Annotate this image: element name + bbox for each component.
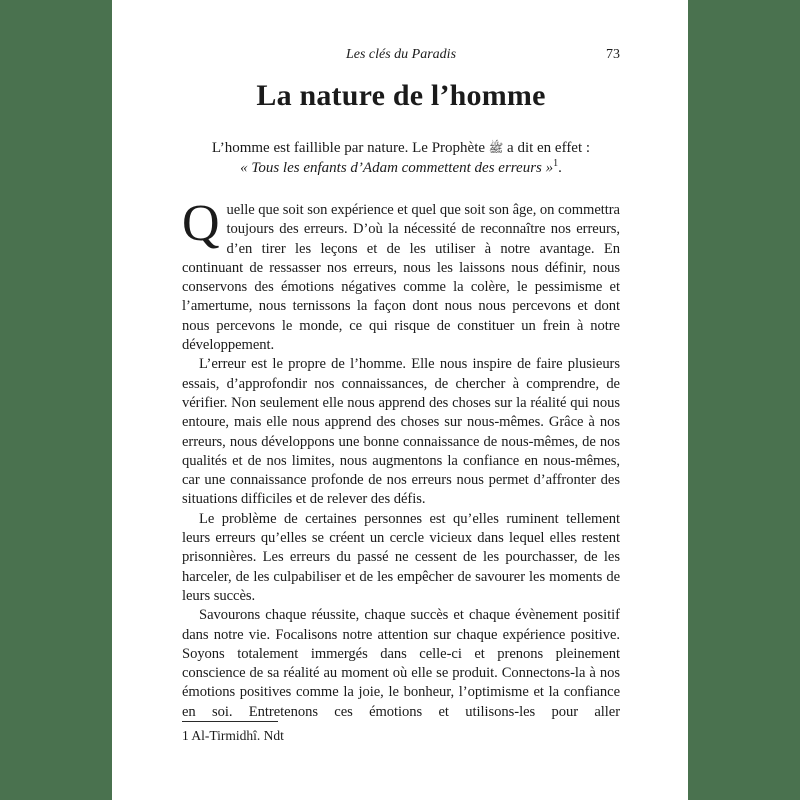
body-paragraph-1 [182,195,620,355]
page-header [182,46,620,64]
book-page [112,0,688,800]
page-number: 73 [606,47,620,62]
footnote-rule [182,721,278,722]
intro-hadith [182,138,620,178]
footnote-marker: 1 [182,728,189,743]
body-text [182,195,620,722]
hadith-quote: « Tous les enfants d’Adam commettent des erreurs » [240,160,554,176]
body-paragraph-4: Savourons chaque réussite, chaque succès et chaque évènement positif dans notre vie. Focalisons notre attention sur chaque expérience positive. Soyons totalement immergés dans celle-ci et prenons pleinement conscience de sa réalité au moment où elle se produit. Connectons-la à nos émotions positives comme la joie, le bonheur, l’optimisme et la confiance en soi. Entretenons ces émotions et utilisons-les pour aller [182,607,620,720]
footnote-text: Al-Tirmidhî. Ndt [191,728,284,743]
prophet-symbol: ﷺ [488,141,504,155]
footnote [182,721,284,744]
body-paragraph-2: L’erreur est le propre de l’homme. Elle nous inspire de faire plusieurs essais, d’approfondir nos connaissances, de chercher à comprendre, de vérifier. Non seulement elle nous apprend des choses sur la réalité qui nous entoure, mais elle nous apprend des choses sur nous-mêmes. Grâce à nos erreurs, nous développons une bonne connaissance de nous-mêmes, de nos qualités et de nos limites, nous augmentons la confiance en nous-mêmes, car une connaissance profonde de nos erreurs nous permet d’affronter des situations difficiles et de relever des défis. [182,356,620,508]
chapter-title: La nature de l’homme [256,79,546,112]
hadith-quote-line [182,158,620,178]
intro-text-after: a dit en effet : [503,140,591,156]
intro-line [182,138,620,158]
running-title: Les clés du Paradis [345,47,457,62]
body-paragraph-1-text: uelle que soit son expérience et quel que soit son âge, on commettra toujours des erreurs. D’où la nécessité de reconnaître nos erreurs, d’en tirer les leçons et de les utiliser à notre avantage. En continuant de ressasser nos erreurs, nous les laissons nous définir, nous conservons des émotions négatives comme la colère, le pessimisme et l’amertume, nous ternissons la façon dont nous nous percevons et dont nous percevons le monde, ce qui risque de constituer un frein à notre développement. [182,202,620,354]
body-paragraph-3: Le problème de certaines personnes est qu’elles ruminent tellement leurs erreurs qu’elles se créent un cercle vicieux dans lequel elles restent prisonnières. Les erreurs du passé ne cessent de les pourchasser, de les harceler, de les culpabiliser et de les empêcher de savourer les moments de leurs succès. [182,510,620,604]
footnote-reference: 1 [553,158,559,169]
drop-cap: Q [182,195,220,252]
intro-text-before: L’homme est faillible par nature. Le Prophète [211,140,489,156]
quote-terminator: . [558,160,562,176]
footnote-line [182,727,284,744]
